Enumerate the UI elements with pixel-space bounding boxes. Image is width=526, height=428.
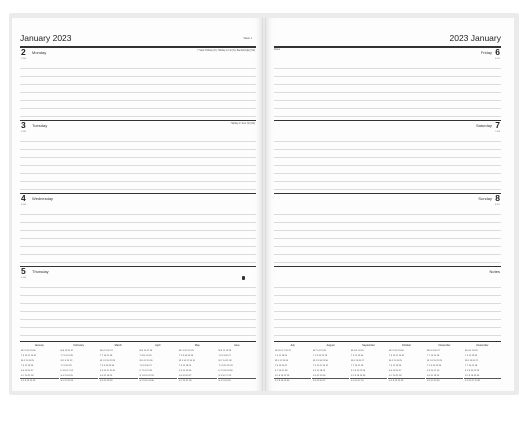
day-number: 5	[21, 266, 26, 276]
calendar-week-row: W 4 11 18 25	[21, 359, 34, 362]
calendar-month	[178, 344, 217, 384]
writing-lines[interactable]	[274, 280, 501, 337]
calendar-week-row: T 6 13 20 27	[275, 364, 288, 367]
notes-block[interactable]	[274, 266, 501, 338]
calendar-week-row: S 1 8 15 22 29	[20, 378, 59, 383]
day-name: Friday	[480, 50, 492, 55]
calendar-week-row: W 5 12 19 26	[275, 359, 289, 362]
calendar-week-row: T 3 10 17 24 31	[313, 364, 329, 367]
day-rule	[274, 47, 501, 48]
calendar-month-name: July	[290, 344, 295, 347]
day-number: 3	[21, 120, 26, 130]
calendar-week-row: S 4 11 18 25	[100, 374, 113, 377]
calendar-month	[139, 344, 178, 384]
day-rule	[274, 266, 501, 267]
day-block-monday[interactable]	[20, 47, 256, 119]
calendar-rule	[274, 341, 501, 342]
notes-label: Notes	[274, 49, 281, 51]
day-number: 7	[495, 120, 500, 130]
calendar-week-row: S 5 12 19 26	[426, 378, 463, 383]
calendar-week-row: T 6 13 20 27	[218, 354, 231, 357]
calendar-week-row: S 4 11 18 25	[427, 374, 440, 377]
calendar-week-row: M 3 10 17 24	[139, 349, 153, 352]
day-block-wednesday[interactable]	[20, 193, 256, 265]
day-name: Tuesday	[32, 123, 48, 128]
day-block-saturday[interactable]	[274, 120, 501, 192]
calendar-month-name: June	[233, 344, 240, 347]
calendar-week-row: T 2 9 16 23 30	[100, 364, 115, 367]
calendar-month-name: October	[401, 344, 412, 347]
calendar-week-row: F 7 14 21 28	[275, 369, 288, 372]
day-of-year: 8-357	[494, 204, 500, 206]
calendar-week-row: T 5 12 19 26	[351, 354, 364, 357]
calendar-month-name: May	[194, 344, 200, 347]
calendar-week-row: S 7 14 21 28	[178, 378, 217, 383]
day-name: Thursday	[32, 269, 49, 274]
calendar-week-row: T 7 14 21 28	[465, 364, 478, 367]
writing-lines[interactable]	[20, 207, 256, 264]
calendar-week-row: W 1 8 15 22	[60, 359, 73, 362]
calendar-week-row: M 4 11 18 25	[351, 349, 364, 352]
calendar-week-row: S 7 14 21 28	[389, 374, 402, 377]
day-of-year: 6-359	[494, 58, 500, 60]
day-name: Sunday	[478, 196, 492, 201]
calendar-month-name: March	[114, 344, 122, 347]
calendar-week-row: F 3 10 17 24 31	[100, 369, 116, 372]
holiday-note: Holiday in Scot (S) (NZ)	[230, 123, 255, 125]
day-name: Saturday	[475, 123, 492, 128]
calendar-month-name: November	[438, 344, 451, 347]
calendar-week-row: T 5 12 19 26	[465, 354, 478, 357]
writing-lines[interactable]	[274, 61, 501, 118]
calendar-month-name: April	[155, 344, 161, 347]
calendar-week-row: T 5 12 19 26	[21, 364, 34, 367]
holiday-note: Y Sank Holiday (S), Holiday in Irel (N), Bank(AU)(E) (NZ)	[197, 50, 255, 52]
calendar-week-row: S 1 8 15 22 29	[388, 378, 425, 383]
calendar-week-row: S 7 14 21 28	[21, 374, 34, 377]
calendar-week-row: S 3 10 17 24	[218, 374, 231, 377]
calendar-month	[218, 344, 257, 384]
calendar-month-name: September	[362, 344, 375, 347]
calendar-week-row: M 2 9 16 23 30	[21, 349, 36, 352]
day-of-year: 4-361	[21, 204, 27, 206]
day-of-year: 3-362	[21, 131, 27, 133]
day-block-tuesday[interactable]	[20, 120, 256, 192]
day-rule	[274, 193, 501, 194]
day-of-year: 7-358	[494, 131, 500, 133]
calendar-week-row: T 7 14 21 28	[60, 354, 73, 357]
calendar-week-row: S 3 10 17 24	[350, 378, 387, 383]
notes-heading: Notes	[489, 269, 500, 274]
day-rule	[20, 120, 256, 121]
calendar-week-row: W 4 11 18 25	[389, 359, 402, 362]
calendar-week-row: T 4 11 18 25	[179, 364, 192, 367]
right-page-header: 2023 January	[449, 33, 501, 43]
calendar-week-row: W 1 8 15 22 29	[100, 359, 115, 362]
calendar-week-row: F 4 11 18 25	[313, 369, 326, 372]
writing-lines[interactable]	[20, 280, 256, 337]
calendar-week-row: W 5 12 19 26	[139, 359, 153, 362]
mini-calendar-jul-dec	[274, 344, 501, 384]
day-block-thursday[interactable]	[20, 266, 256, 338]
calendar-week-row: M 2 9 16 23 30	[389, 349, 404, 352]
calendar-week-row: M 6 13 20 27	[60, 349, 74, 352]
writing-lines[interactable]	[20, 61, 256, 118]
day-rule	[20, 47, 256, 48]
mini-calendar-jan-jun	[20, 344, 256, 384]
calendar-month	[388, 344, 425, 384]
calendar-week-row: T 3 10 17 24 31	[389, 354, 405, 357]
calendar-week-row: S 4 11 18 25	[218, 378, 257, 383]
calendar-week-row: F 3 10 17 24	[60, 369, 73, 372]
day-of-year: 2-363	[21, 58, 27, 60]
week-number: Week 1	[243, 37, 252, 40]
calendar-week-row: S 5 12 19 26	[313, 374, 326, 377]
calendar-week-row: S 3 10 17 24 31	[464, 378, 501, 383]
writing-lines[interactable]	[274, 134, 501, 191]
day-block-friday[interactable]	[274, 47, 501, 119]
calendar-month	[350, 344, 387, 384]
calendar-month	[60, 344, 99, 384]
calendar-week-row: M 6 13 20 27	[427, 349, 440, 352]
calendar-week-row: S 2 9 16 23 30	[351, 374, 366, 377]
day-name: Wednesday	[32, 196, 54, 201]
calendar-month	[274, 344, 311, 384]
calendar-week-row: F 6 13 20 27	[21, 369, 34, 372]
calendar-week-row: T 6 13 20 27	[139, 364, 152, 367]
calendar-week-row: W 1 8 15 22 29	[427, 359, 442, 362]
calendar-month	[464, 344, 501, 384]
calendar-week-row: T 1 8 15 22 29	[313, 354, 328, 357]
calendar-month	[426, 344, 463, 384]
calendar-week-row: S 5 12 19 26	[99, 378, 138, 383]
writing-lines[interactable]	[274, 207, 501, 264]
left-page-header: January 2023	[20, 33, 72, 43]
calendar-month-name: August	[326, 344, 335, 347]
calendar-week-row: T 2 9 16 23 30	[427, 364, 442, 367]
calendar-month-name: January	[34, 344, 44, 347]
calendar-week-row: M 4 11 18 25	[465, 349, 478, 352]
calendar-week-row: F 3 10 17 24	[427, 369, 440, 372]
moon-phase-icon	[242, 276, 245, 280]
calendar-week-row: M 5 12 19 26	[218, 349, 232, 352]
calendar-week-row: W 2 9 16 23 30	[313, 359, 328, 362]
calendar-week-row: S 2 9 16 23 30	[465, 374, 480, 377]
day-name: Monday	[32, 50, 47, 55]
calendar-week-row: S 5 12 19 26	[60, 378, 99, 383]
calendar-week-row: M 7 14 21 28	[313, 349, 326, 352]
calendar-week-row: S 2 9 16 23 30	[139, 378, 178, 383]
calendar-week-row: W 7 14 21 28	[218, 359, 232, 362]
left-page	[12, 18, 262, 391]
calendar-week-row: T 7 14 21 28	[351, 364, 364, 367]
calendar-month	[99, 344, 138, 384]
calendar-week-row: T 4 11 18 25	[139, 354, 152, 357]
calendar-week-row: F 5 12 19 26	[179, 369, 192, 372]
day-rule	[20, 193, 256, 194]
calendar-week-row: F 7 14 21 28	[139, 369, 152, 372]
calendar-week-row: W 3 10 17 24 31	[179, 359, 196, 362]
calendar-month	[20, 344, 59, 384]
calendar-week-row: M 3 10 17 24 31	[275, 349, 291, 352]
day-of-year: 5-360	[21, 277, 27, 279]
day-number: 8	[495, 193, 500, 203]
calendar-week-row: F 1 8 15 22 29	[465, 369, 480, 372]
day-block-sunday[interactable]	[274, 193, 501, 265]
calendar-week-row: T 4 11 18 25	[275, 354, 288, 357]
calendar-week-row: T 7 14 21 28	[100, 354, 113, 357]
day-number: 2	[21, 47, 26, 57]
calendar-month-name: February	[73, 344, 84, 347]
day-number: 6	[495, 47, 500, 57]
calendar-month-name: December	[476, 344, 489, 347]
calendar-week-row: S 1 8 15 22 29	[275, 374, 290, 377]
calendar-week-row: T 7 14 21 28	[427, 354, 440, 357]
calendar-week-row: S 2 9 16 23 30	[274, 378, 311, 383]
calendar-week-row: S 6 13 20 27	[312, 378, 349, 383]
calendar-week-row: M 6 13 20 27	[100, 349, 113, 352]
calendar-week-row: S 1 8 15 22 29	[139, 374, 154, 377]
calendar-month	[312, 344, 349, 384]
calendar-week-row: T 3 10 17 24 31	[21, 354, 37, 357]
calendar-week-row: S 4 11 18 25	[60, 374, 73, 377]
day-number: 4	[21, 193, 26, 203]
calendar-week-row: F 2 9 16 23 30	[218, 369, 233, 372]
calendar-week-row: S 6 13 20 27	[179, 374, 192, 377]
calendar-rule	[20, 341, 256, 342]
writing-lines[interactable]	[20, 134, 256, 191]
day-rule	[274, 120, 501, 121]
calendar-week-row: M 1 8 15 22 29	[179, 349, 194, 352]
day-rule	[20, 266, 256, 267]
calendar-week-row: T 2 9 16 23	[60, 364, 72, 367]
calendar-week-row: T 5 12 19 26	[389, 364, 402, 367]
calendar-week-row: W 6 13 20 27	[465, 359, 479, 362]
calendar-week-row: T 1 8 15 22 29	[218, 364, 233, 367]
calendar-week-row: F 1 8 15 22 29	[351, 369, 366, 372]
calendar-week-row: T 2 9 16 23 30	[179, 354, 194, 357]
calendar-week-row: F 6 13 20 27	[389, 369, 402, 372]
calendar-week-row: W 6 13 20 27	[351, 359, 365, 362]
right-page	[266, 18, 514, 391]
